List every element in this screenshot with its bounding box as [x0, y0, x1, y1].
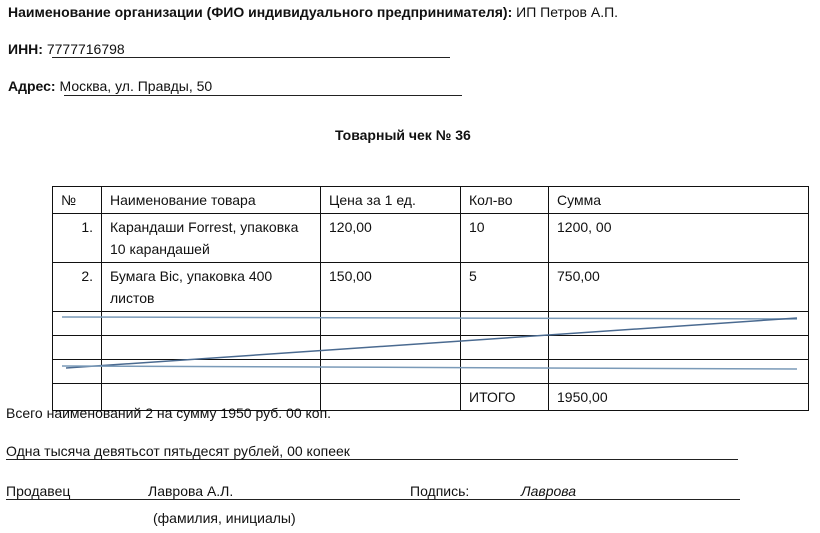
- col-header-price: Цена за 1 ед.: [321, 187, 461, 214]
- address-label: Адрес:: [8, 78, 56, 94]
- col-header-sum: Сумма: [549, 187, 809, 214]
- summary-line: Всего наименований 2 на сумму 1950 руб. 00 коп.: [6, 405, 332, 421]
- address-value: Москва, ул. Правды, 50: [59, 78, 213, 94]
- amount-in-words: Одна тысяча девятьсот пятьдесят рублей, 00 копеек: [6, 443, 350, 459]
- row-name: Бумага Bic, упаковка 400 листов: [102, 263, 321, 312]
- inn-line: [8, 41, 125, 57]
- row-qty: 10: [461, 214, 549, 263]
- row-name: Карандаши Forrest, упаковка 10 карандашей: [102, 214, 321, 263]
- address-line: [8, 78, 212, 94]
- amount-underline: [6, 459, 738, 460]
- empty-row: [53, 312, 809, 336]
- receipt-table: [52, 186, 808, 405]
- receipt-title: Товарный чек № 36: [335, 127, 471, 143]
- empty-row: [53, 360, 809, 384]
- inn-label: ИНН:: [8, 41, 43, 57]
- signature-label: Подпись:: [410, 483, 470, 499]
- seller-label: Продавец: [6, 483, 71, 499]
- table-row: [53, 214, 809, 263]
- organization-value: ИП Петров А.П.: [516, 4, 619, 20]
- total-value: 1950,00: [549, 384, 809, 411]
- address-underline: [64, 95, 462, 96]
- table-header-row: [53, 187, 809, 214]
- col-header-number: №: [53, 187, 102, 214]
- signature-value: Лаврова: [521, 483, 577, 499]
- row-number: 2.: [53, 263, 102, 312]
- organization-label: Наименование организации (ФИО индивидуального предпринимателя):: [8, 4, 513, 20]
- row-qty: 5: [461, 263, 549, 312]
- row-sum: 750,00: [549, 263, 809, 312]
- inn-value: 7777716798: [46, 41, 125, 57]
- row-sum: 1200, 00: [549, 214, 809, 263]
- inn-underline: [52, 57, 450, 58]
- table-row: [53, 263, 809, 312]
- row-number: 1.: [53, 214, 102, 263]
- row-price: 120,00: [321, 214, 461, 263]
- col-header-name: Наименование товара: [102, 187, 321, 214]
- empty-row: [53, 336, 809, 360]
- organization-line: [8, 4, 618, 20]
- total-label: ИТОГО: [461, 384, 549, 411]
- seller-name: Лаврова А.Л.: [148, 483, 234, 499]
- col-header-qty: Кол-во: [461, 187, 549, 214]
- footer-underline: [6, 499, 740, 500]
- row-price: 150,00: [321, 263, 461, 312]
- name-hint: (фамилия, инициалы): [153, 510, 296, 526]
